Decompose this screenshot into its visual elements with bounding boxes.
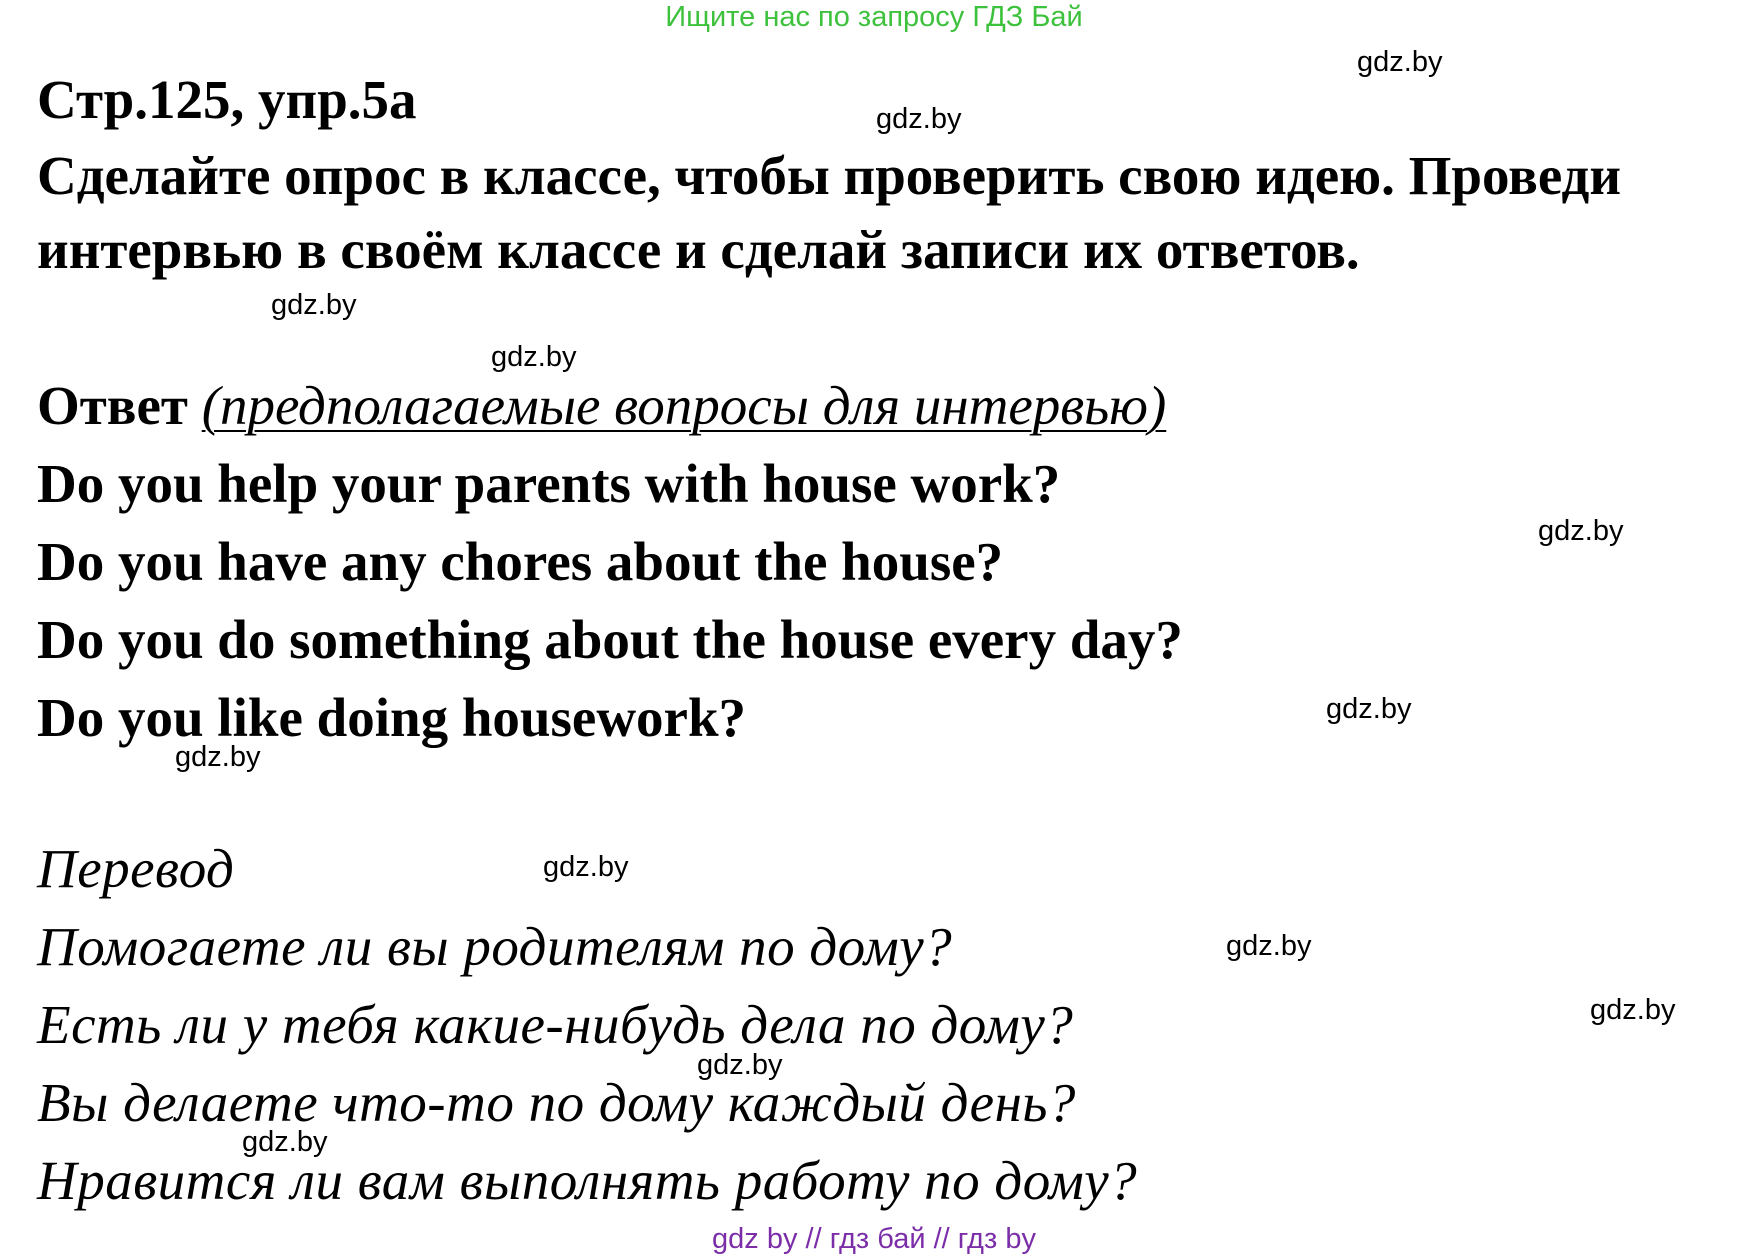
- translation-line-1: Помогаете ли вы родителям по дому?: [37, 916, 953, 977]
- answer-note: (предполагаемые вопросы для интервью): [201, 375, 1167, 436]
- translation-line-4: Нравится ли вам выполнять работу по дому?: [37, 1150, 1138, 1211]
- translation-line-2: Есть ли у тебя какие-нибудь дела по дому?: [37, 994, 1074, 1055]
- answer-heading: [37, 374, 1166, 438]
- watermark: gdz.by: [491, 341, 577, 373]
- question-2: Do you have any chores about the house?: [37, 531, 1004, 592]
- watermark: gdz.by: [1357, 46, 1443, 78]
- translation-heading: Перевод: [37, 838, 235, 899]
- top-banner: Ищите нас по запросу ГДЗ Бай: [665, 1, 1083, 33]
- translation-line-3: Вы делаете что-то по дому каждый день?: [37, 1072, 1076, 1133]
- task-line-1: Сделайте опрос в классе, чтобы проверить свою идею. Проведи: [37, 145, 1622, 206]
- watermark: gdz.by: [543, 851, 629, 883]
- task-line-2: интервью в своём классе и сделай записи их ответов.: [37, 219, 1360, 280]
- answer-label: Ответ: [37, 375, 188, 436]
- watermark: gdz.by: [242, 1126, 328, 1158]
- watermark: gdz.by: [1226, 930, 1312, 962]
- watermark: gdz.by: [697, 1049, 783, 1081]
- question-4: Do you like doing housework?: [37, 687, 747, 748]
- page-title: Стр.125, упр.5а: [37, 69, 417, 130]
- watermark: gdz.by: [876, 103, 962, 135]
- watermark: gdz.by: [271, 289, 357, 321]
- watermark: gdz.by: [1326, 693, 1412, 725]
- watermark: gdz.by: [175, 741, 261, 773]
- question-1: Do you help your parents with house work?: [37, 453, 1061, 514]
- watermark: gdz.by: [1538, 515, 1624, 547]
- footer-watermark: gdz by // гдз бай // гдз by: [712, 1223, 1036, 1255]
- watermark: gdz.by: [1590, 994, 1676, 1026]
- question-3: Do you do something about the house every day?: [37, 609, 1183, 670]
